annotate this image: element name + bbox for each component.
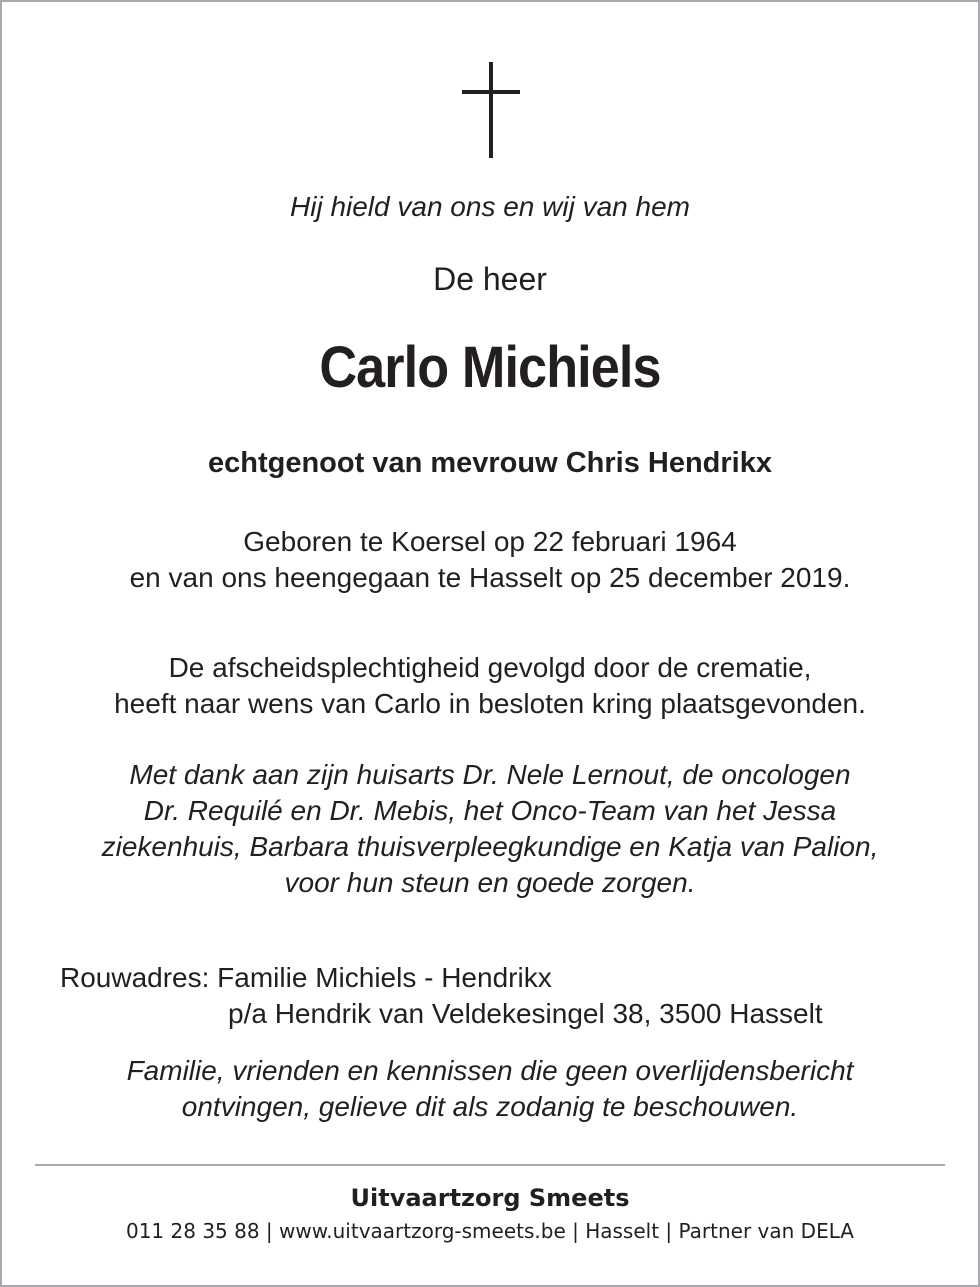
cross-icon	[462, 62, 520, 158]
divider	[35, 1164, 945, 1166]
deceased-name: Carlo Michiels	[319, 335, 661, 400]
thanks-line: Met dank aan zijn huisarts Dr. Nele Lernout, de oncologen	[129, 759, 851, 790]
ceremony-block	[0, 650, 980, 722]
honorific: De heer	[433, 261, 547, 297]
notice-block	[0, 1053, 980, 1125]
thanks-line: voor hun steun en goede zorgen.	[284, 867, 696, 898]
ceremony-line: heeft naar wens van Carlo in besloten kring plaatsgevonden.	[114, 688, 866, 719]
address-line-2: p/a Hendrik van Veldekesingel 38, 3500 Hasselt	[228, 998, 823, 1029]
company-name: Uitvaartzorg Smeets	[350, 1184, 630, 1212]
birth-line: Geboren te Koersel op 22 februari 1964	[243, 526, 737, 557]
address-line-1: Rouwadres: Familie Michiels - Hendrikx	[60, 962, 552, 993]
notice-line: Familie, vrienden en kennissen die geen overlijdensbericht	[126, 1055, 854, 1086]
thanks-block	[0, 757, 980, 901]
mourning-address	[60, 960, 823, 1032]
spouse-line: echtgenoot van mevrouw Chris Hendrikx	[207, 447, 772, 479]
birth-death-block	[0, 524, 980, 596]
notice-line: ontvingen, gelieve dit als zodanig te beschouwen.	[181, 1091, 799, 1122]
thanks-line: ziekenhuis, Barbara thuisverpleegkundige en Katja van Palion,	[101, 831, 879, 862]
ceremony-line: De afscheidsplechtigheid gevolgd door de crematie,	[168, 652, 812, 683]
death-line: en van ons heengegaan te Hasselt op 25 december 2019.	[129, 562, 851, 593]
motto: Hij hield van ons en wij van hem	[290, 191, 690, 222]
thanks-line: Dr. Requilé en Dr. Mebis, het Onco-Team van het Jessa	[143, 795, 837, 826]
company-contact: 011 28 35 88 | www.uitvaartzorg-smeets.be | Hasselt | Partner van DELA	[125, 1219, 854, 1243]
